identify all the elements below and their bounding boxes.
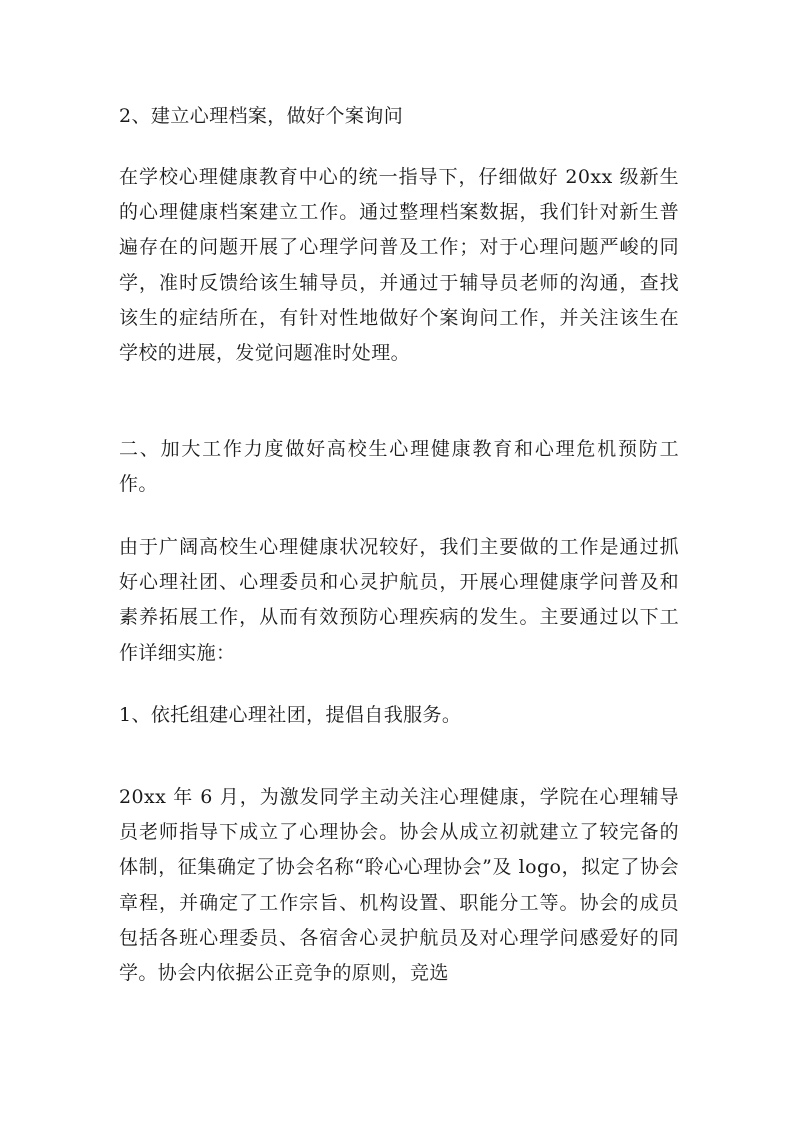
section-heading-psych-archive: 2、建立心理档案，做好个案询问 [119,105,404,127]
subsection-heading-psych-club: 1、依托组建心理社团，提倡自我服务。 [119,704,462,726]
body-paragraph-archive-work: 在学校心理健康教育中心的统一指导下，仔细做好 20xx 级新生的心理健康档案建立工作。通过整理档案数据，我们针对新生普遍存在的问题开展了心理学问普及工作；对于心理问题严峻的同学，准时反馈给该生辅导员，并通过于辅导员老师的沟通，查找该生的症结所在，有针对性地做好个案询问工作，并关注该生在学校的进展，发觉问题准时处理。 [119,166,679,365]
body-paragraph-health-status: 由于广阔高校生心理健康状况较好，我们主要做的工作是通过抓好心理社团、心理委员和心灵护航员，开展心理健康学问普及和素养拓展工作，从而有效预防心理疾病的发生。主要通过以下工作详细实施： [119,536,679,664]
body-paragraph-club-founding: 20xx 年 6 月，为激发同学主动关注心理健康，学院在心理辅导员老师指导下成立了心理协会。协会从成立初就建立了较完备的体制，征集确定了协会名称“聆心心理协会”及 logo，拟定了协会章程，并确定了工作宗旨、机构设置、职能分工等。协会的成员包括各班心理委员、各宿舍心灵护航员及对心理学问感爱好的同学。协会内依据公正竞争的原则，竞选 [119,786,679,985]
section-heading-crisis-prevention: 二、加大工作力度做好高校生心理健康教育和心理危机预防工作。 [119,438,679,496]
